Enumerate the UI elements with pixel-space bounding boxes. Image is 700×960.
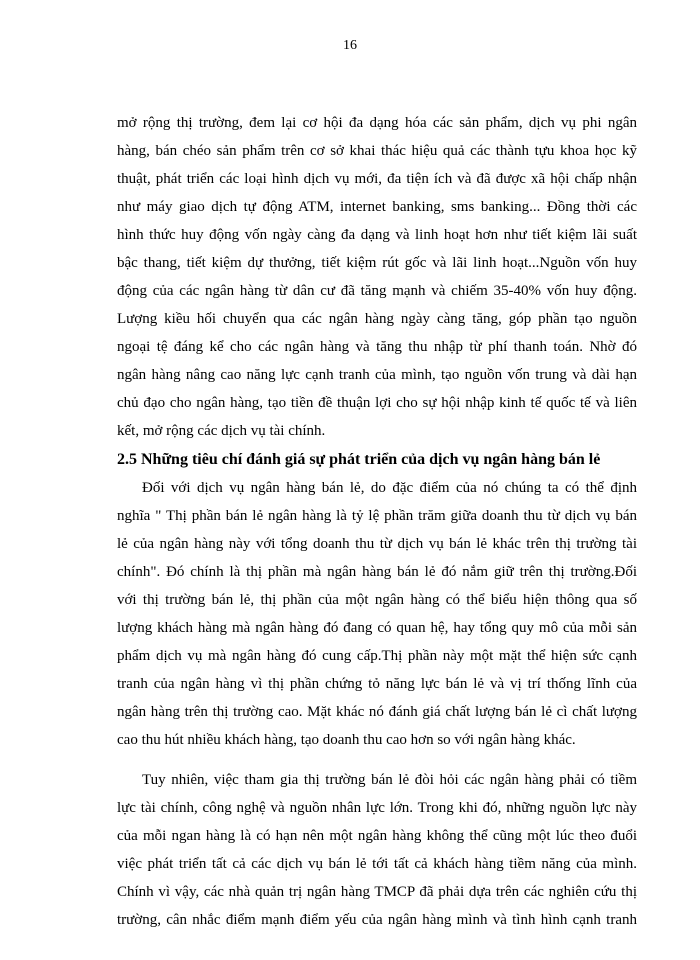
paragraph-line: như máy giao dịch tự động ATM, internet banking, sms banking... Đồng thời các — [117, 199, 637, 215]
paragraph-line: thuật, phát triển các loại hình dịch vụ mới, đa tiện ích và đã được xã hội chấp nhận — [117, 171, 637, 187]
paragraph-line: Chính vì vậy, các nhà quản trị ngân hàng TMCP đã phải dựa trên các nghiên cứu thị — [117, 884, 637, 900]
page-body — [117, 0, 637, 960]
paragraph-line: ngân hàng trên thị trường cao. Mặt khác nó đánh giá chất lượng bán lẻ cì chất lượng — [117, 704, 637, 720]
paragraph-line: việc phát triển tất cả các dịch vụ bán lẻ tới tất cả khách hàng tiềm năng của mình. — [117, 856, 637, 872]
paragraph-line: trường, cân nhắc điểm mạnh điểm yếu của ngân hàng mình và tình hình cạnh tranh — [117, 912, 637, 928]
paragraph-line: Đối với dịch vụ ngân hàng bán lẻ, do đặc điểm của nó chúng ta có thể định — [142, 480, 637, 496]
paragraph-line: hàng, bán chéo sản phẩm trên cơ sở khai thác hiệu quả các thành tựu khoa học kỹ — [117, 143, 637, 159]
paragraph-line: của mỗi ngan hàng là có hạn nên một ngân hàng không thể cũng một lúc theo đuổi — [117, 828, 637, 844]
paragraph-line: ngân hàng nâng cao năng lực cạnh tranh của mình, tạo nguồn vốn trung và dài hạn — [117, 367, 637, 383]
paragraph-line: ngoại tệ đáng kể cho các ngân hàng và tăng thu nhập từ phí thanh toán. Nhờ đó — [117, 339, 637, 355]
paragraph-line: tranh của ngân hàng vì thị phần chứng tỏ năng lực bán lẻ và vị trí thống lĩnh của — [117, 676, 637, 692]
paragraph-line: bậc thang, tiết kiệm dự thưởng, tiết kiệm rút gốc và lãi linh hoạt...Nguồn vốn huy — [117, 255, 637, 271]
paragraph-line: phẩm dịch vụ mà ngân hàng đó cung cấp.Thị phần này một mặt thể hiện sức cạnh — [117, 648, 637, 664]
paragraph-line: mở rộng thị trường, đem lại cơ hội đa dạng hóa các sản phẩm, dịch vụ phi ngân — [117, 115, 637, 131]
paragraph-line: cao thu hút nhiều khách hàng, tạo doanh thu cao hơn so với ngân hàng khác. — [117, 732, 576, 748]
paragraph-line: lượng khách hàng mà ngân hàng đó đang có quan hệ, hay tổng quy mô của mỗi sản — [117, 620, 637, 636]
paragraph-line: với thị trường bán lẻ, thị phần của một ngân hàng có thể biểu hiện thông qua số — [117, 592, 637, 608]
paragraph-line: lực tài chính, công nghệ và nguồn nhân lực lớn. Trong khi đó, những nguồn lực này — [117, 800, 637, 816]
paragraph-line: lẻ của ngân hàng này với tổng doanh thu từ dịch vụ bán lẻ khác trên thị trường tài — [117, 536, 637, 552]
paragraph-line: Lượng kiều hối chuyển qua các ngân hàng ngày càng tăng, góp phần tạo nguồn — [117, 311, 637, 327]
paragraph-line: nghĩa " Thị phần bán lẻ ngân hàng là tỷ lệ phần trăm giữa doanh thu từ dịch vụ bán — [117, 508, 637, 524]
paragraph-line: Tuy nhiên, việc tham gia thị trường bán lẻ đòi hỏi các ngân hàng phải có tiềm — [142, 772, 637, 788]
paragraph-line: hình thức huy động vốn ngày càng đa dạng và linh hoạt hơn như tiết kiệm lãi suất — [117, 227, 637, 243]
paragraph-line: chủ đạo cho ngân hàng, tạo tiền đề thuận lợi cho sự hội nhập kinh tế quốc tế và liên — [117, 395, 637, 411]
page-number: 16 — [343, 38, 357, 53]
paragraph-line: kết, mở rộng các dịch vụ tài chính. — [117, 423, 326, 439]
paragraph-line: chính". Đó chính là thị phần mà ngân hàng bán lẻ đó nắm giữ trên thị trường.Đối — [117, 564, 637, 580]
paragraph-line: động của các ngân hàng từ dân cư đã tăng mạnh và chiếm 35-40% vốn huy động. — [117, 283, 637, 299]
section-heading: 2.5 Những tiêu chí đánh giá sự phát triển của dịch vụ ngân hàng bán lẻ — [117, 451, 601, 468]
